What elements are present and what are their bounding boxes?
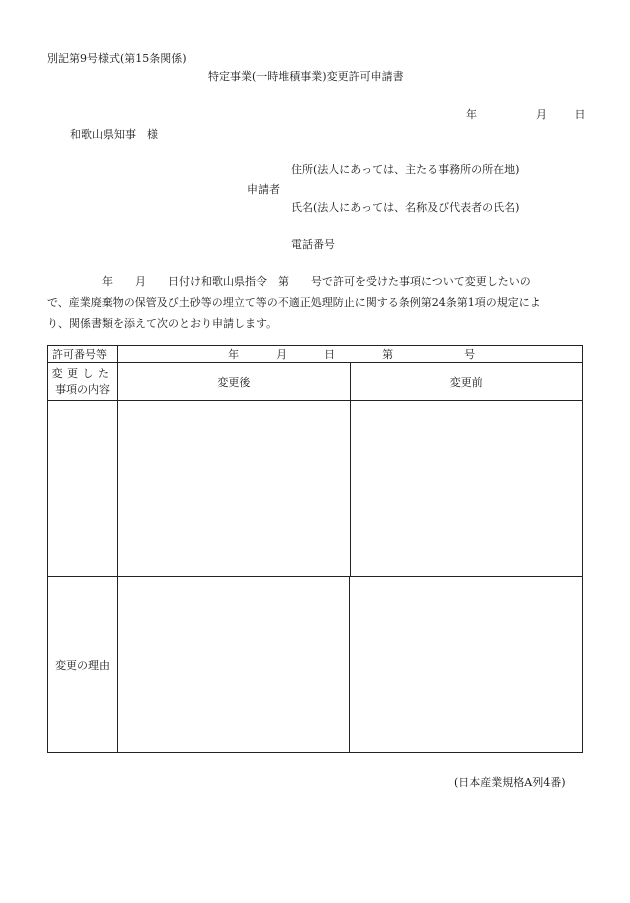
change-details-table [47,345,583,753]
applicant-label: 申請者 [247,183,280,196]
document-title: 特定事業(一時堆積事業)変更許可申請書 [208,70,404,83]
date-line [466,106,586,122]
statement-line-3: り、関係書類を添えて次のとおり申請します。 [47,317,278,330]
after-change-header: 変更後 [118,363,350,401]
changed-items-label-line1: 変更した [51,366,114,380]
paper-size-note: (日本産業規格A列4番) [454,776,566,789]
permit-number-row [48,346,583,363]
date-year: 年 [466,108,477,121]
change-content-row [48,401,583,577]
statement-line-1: 年 月 日付け和歌山県指令 第 号で許可を受けた事項について変更したいの [47,275,531,288]
change-content-label-cell [48,401,118,577]
form-number-label: 別記第9号様式(第15条関係) [47,52,187,65]
applicant-address-label: 住所(法人にあっては、主たる事務所の所在地) [291,163,520,176]
before-change-field[interactable] [350,401,582,577]
change-reason-row [48,577,583,753]
permit-dai: 第 [382,348,394,361]
permit-day: 日 [324,348,336,361]
statement-line-2: で、産業廃棄物の保管及び土砂等の埋立て等の不適正処理防止に関する条例第24条第1項の規定によ [47,296,541,309]
addressee: 和歌山県知事 様 [70,128,158,141]
changed-items-label-line2: 事項の内容 [55,382,111,396]
permit-number-label: 許可番号等 [48,346,118,363]
permit-number-field[interactable] [118,346,583,363]
change-reason-label: 変更の理由 [48,577,118,753]
changed-items-label [48,363,118,401]
permit-year: 年 [228,348,240,361]
before-change-header: 変更前 [350,363,582,401]
date-month: 月 [536,108,547,121]
date-day: 日 [574,108,586,121]
permit-month: 月 [276,348,288,361]
change-reason-field[interactable] [118,577,583,753]
applicant-name-label: 氏名(法人にあっては、名称及び代表者の氏名) [291,201,520,214]
application-statement [47,271,583,334]
after-change-field[interactable] [118,401,350,577]
applicant-phone-label: 電話番号 [291,238,335,251]
column-header-row [48,363,583,401]
permit-go: 号 [464,348,476,361]
